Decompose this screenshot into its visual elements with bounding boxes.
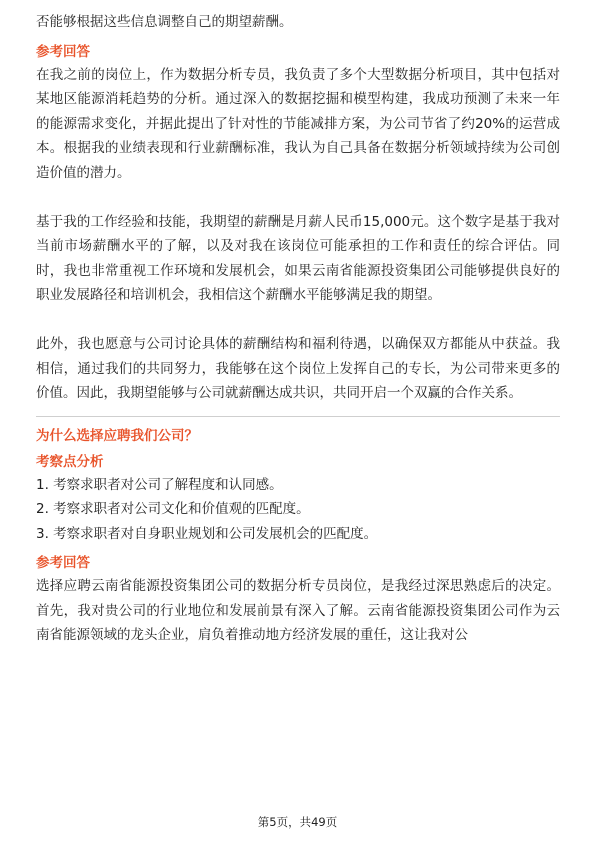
page-number: 第5页，共49页 [257,815,338,829]
reference-answer-label: 参考回答 [36,43,90,60]
analysis-point: 3. 考察求职者对自身职业规划和公司发展机会的匹配度。 [36,525,378,542]
page-content [36,10,560,648]
continued-text: 否能够根据这些信息调整自己的期望薪酬。 [36,14,293,30]
reference-answer-label: 参考回答 [36,555,90,571]
analysis-label: 考察点分析 [36,453,104,470]
answer-paragraph: 在我之前的岗位上，作为数据分析专员，我负责了多个大型数据分析项目，其中包括对某地区能源消耗趋势的分析。通过深入的数据挖掘和模型构建，我成功预测了未来一年的能源需求变化，并据此提出了针对性的节能减排方案，为公司节省了约20%的运营成本。根据我的业绩表现和行业薪酬标准，我认为自己具备在数据分析领域持续为公司创造价值的潜力。 [36,66,560,181]
analysis-point: 2. 考察求职者对公司文化和价值观的匹配度。 [36,501,310,517]
answer-paragraph: 此外，我也愿意与公司讨论具体的薪酬结构和福利待遇，以确保双方都能从中获益。我相信，通过我们的共同努力，我能够在这个岗位上发挥自己的专长，为公司带来更多的价值。因此，我期望能够与公司就薪酬达成共识，共同开启一个双赢的合作关系。 [36,336,560,401]
answer-paragraph: 选择应聘云南省能源投资集团公司的数据分析专员岗位，是我经过深思熟虑后的决定。首先，我对贵公司的行业地位和发展前景有深入了解。云南省能源投资集团公司作为云南省能源领域的龙头企业，肩负着推动地方经济发展的重任，这让我对公 [36,578,560,643]
answer-paragraph: 基于我的工作经验和技能，我期望的薪酬是月薪人民币15,000元。这个数字是基于我对当前市场薪酬水平的了解，以及对我在该岗位可能承担的工作和责任的综合评估。同时，我也非常重视工作环境和发展机会，如果云南省能源投资集团公司能够提供良好的职业发展路径和培训机会，我相信这个薪酬水平能够满足我的期望。 [36,213,560,303]
section-divider [36,416,560,417]
analysis-point: 1. 考察求职者对公司了解程度和认同感。 [36,476,283,493]
question-title: 为什么选择应聘我们公司？ [36,427,198,444]
